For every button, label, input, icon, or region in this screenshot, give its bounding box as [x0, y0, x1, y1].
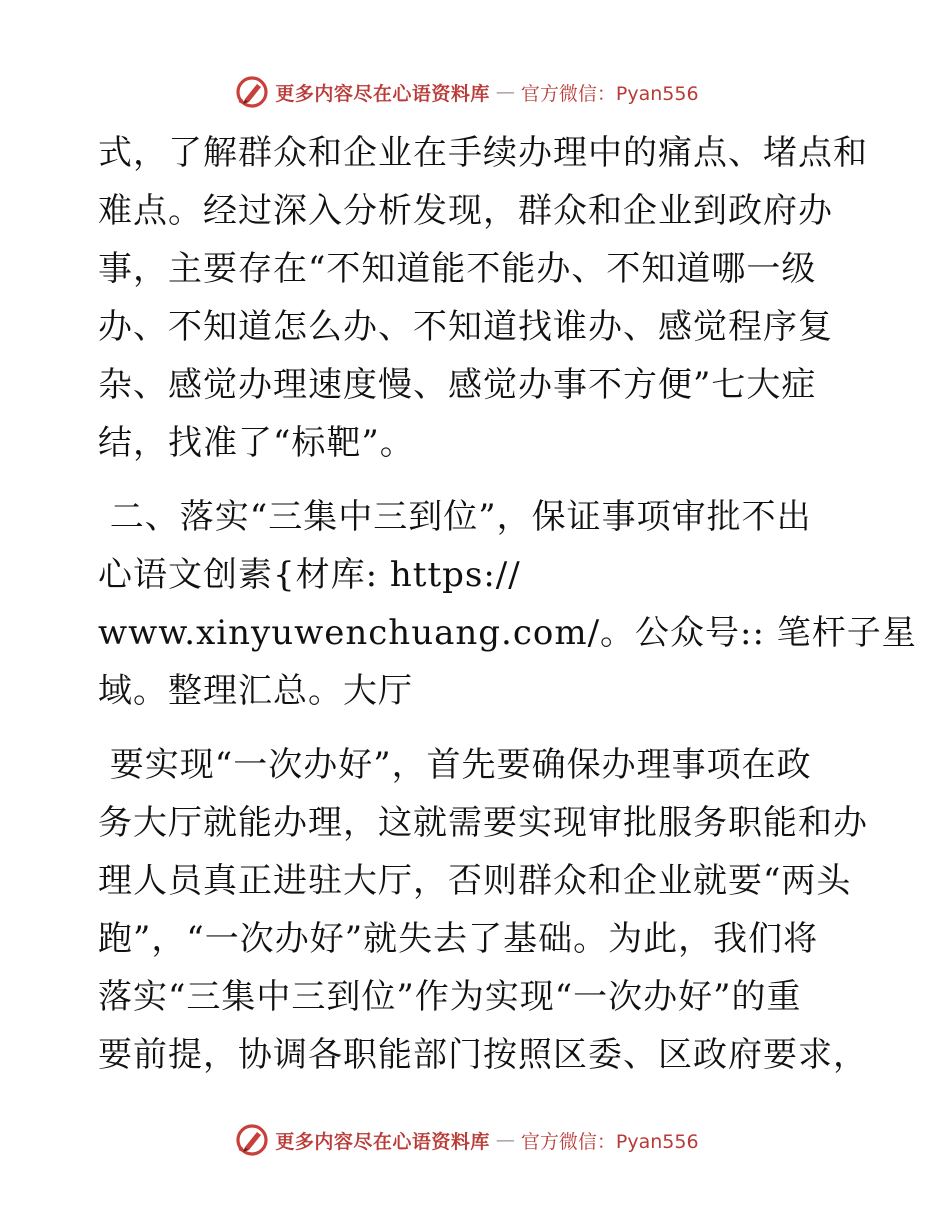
paragraph — [98, 488, 917, 720]
text-line: 结，找准了“标靶”。 — [98, 423, 415, 463]
banner-content — [235, 75, 698, 109]
text-line: 域。整理汇总。大厅 — [98, 671, 413, 711]
section-heading-line: 二、落实“三集中三到位”，保证事项审批不出 — [98, 497, 812, 537]
text-line: 落实“三集中三到位”作为实现“一次办好”的重 — [98, 977, 802, 1017]
header-banner — [0, 72, 950, 112]
document-body — [98, 124, 917, 1084]
url-line: www.xinyuwenchuang.com/。公众号:: 笔杆子星 — [98, 613, 917, 653]
text-line: 事，主要存在“不知道能不能办、不知道哪一级 — [98, 249, 817, 289]
paragraph — [98, 736, 868, 1084]
banner-separator: — — [495, 81, 515, 103]
text-line: 难点。经过深入分析发现，群众和企业到政府办 — [98, 191, 833, 231]
text-line: 办、不知道怎么办、不知道找谁办、感觉程序复 — [98, 307, 833, 347]
text-line: 杂、感觉办理速度慢、感觉办事不方便”七大症 — [98, 365, 817, 405]
banner-title: 更多内容尽在心语资料库 — [275, 1130, 490, 1153]
pen-logo-icon — [235, 1123, 269, 1157]
text-line: 要前提，协调各职能部门按照区委、区政府要求， — [98, 1035, 868, 1075]
text-line: 理人员真正进驻大厅，否则群众和企业就要“两头 — [98, 861, 852, 901]
text-line: 务大厅就能办理，这就需要实现审批服务职能和办 — [98, 803, 868, 843]
footer-banner — [0, 1120, 950, 1160]
banner-content — [235, 1123, 698, 1157]
text-line: 式，了解群众和企业在手续办理中的痛点、堵点和 — [98, 133, 868, 173]
text-line: 要实现“一次办好”，首先要确保办理事项在政 — [98, 745, 812, 785]
banner-contact: 官方微信：Pyan556 — [520, 82, 699, 105]
pen-logo-icon — [235, 75, 269, 109]
banner-title: 更多内容尽在心语资料库 — [275, 82, 490, 105]
banner-separator: — — [495, 1129, 515, 1151]
banner-contact: 官方微信：Pyan556 — [520, 1130, 699, 1153]
text-line: 跑”，“一次办好”就失去了基础。为此，我们将 — [98, 919, 819, 959]
text-line: 心语文创素{材库: https:// — [98, 555, 521, 595]
paragraph — [98, 124, 868, 472]
